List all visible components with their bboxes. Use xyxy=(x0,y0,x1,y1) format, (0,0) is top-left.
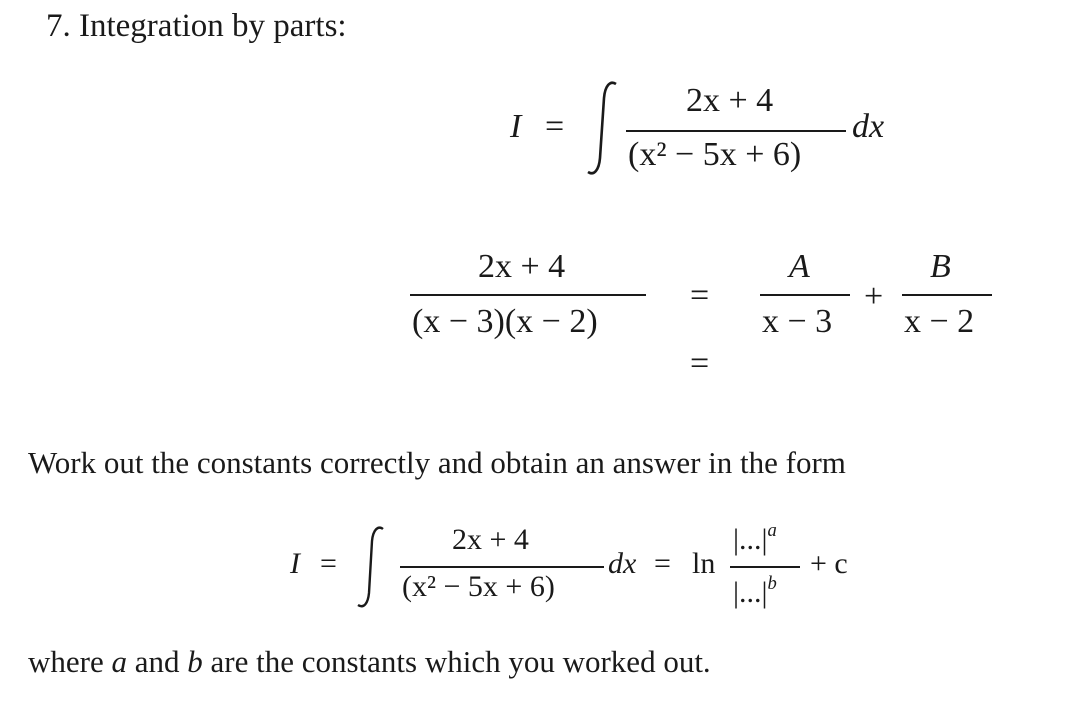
eq1-fraction-bar xyxy=(626,130,846,132)
eq2-fraction-bar xyxy=(410,294,646,296)
eq3-lhs: I xyxy=(290,547,300,580)
footer-var-a: a xyxy=(111,644,127,679)
eq3-equals-2: = xyxy=(654,547,671,580)
integral-sign-icon xyxy=(354,524,388,610)
eq2-term-a-denominator: x − 3 xyxy=(762,303,833,340)
eq3-denominator: (x² − 5x + 6) xyxy=(402,570,555,603)
problem-heading xyxy=(46,8,347,45)
eq3-ln: ln xyxy=(692,547,716,580)
eq1-dx: dx xyxy=(852,108,885,145)
eq2-term-b-bar xyxy=(902,294,992,296)
eq2-plus: + xyxy=(864,278,884,315)
eq1-lhs: I xyxy=(510,108,522,145)
eq2-term-b-numerator: B xyxy=(930,248,951,285)
abs-den-text: |...| xyxy=(733,576,768,609)
eq2-equals-2: = xyxy=(690,345,710,382)
eq3-numerator: 2x + 4 xyxy=(452,523,529,556)
exponent-b: b xyxy=(767,572,777,594)
eq2-term-b-denominator: x − 2 xyxy=(904,303,975,340)
footer-suffix: are the constants which you worked out. xyxy=(202,644,711,679)
eq1-equals: = xyxy=(545,108,565,145)
abs-num-text: |...| xyxy=(733,523,768,556)
eq1-denominator: (x² − 5x + 6) xyxy=(628,136,802,173)
eq3-log-fraction-bar xyxy=(730,566,800,568)
eq3-equals: = xyxy=(320,547,337,580)
eq2-numerator: 2x + 4 xyxy=(478,248,566,285)
footer-prefix: where xyxy=(28,644,112,679)
footer-text xyxy=(28,644,711,680)
instruction-text: Work out the constants correctly and obtain an answer in the form xyxy=(28,445,846,480)
eq3-plus-c: + c xyxy=(810,547,848,580)
footer-var-b: b xyxy=(187,644,203,679)
eq3-abs-numerator xyxy=(733,519,777,557)
eq2-term-a-bar xyxy=(760,294,850,296)
heading-text: 7. Integration by parts: xyxy=(46,8,347,44)
eq2-denominator: (x − 3)(x − 2) xyxy=(412,303,598,340)
eq1-numerator: 2x + 4 xyxy=(686,82,774,119)
eq3-fraction-bar xyxy=(400,566,604,568)
eq2-term-a-numerator: A xyxy=(789,248,810,285)
footer-middle: and xyxy=(126,644,188,679)
exponent-a: a xyxy=(767,519,777,541)
eq3-abs-denominator xyxy=(733,572,777,610)
eq2-equals-1: = xyxy=(690,277,710,314)
integral-sign-icon xyxy=(583,78,623,178)
eq3-dx: dx xyxy=(608,547,637,580)
